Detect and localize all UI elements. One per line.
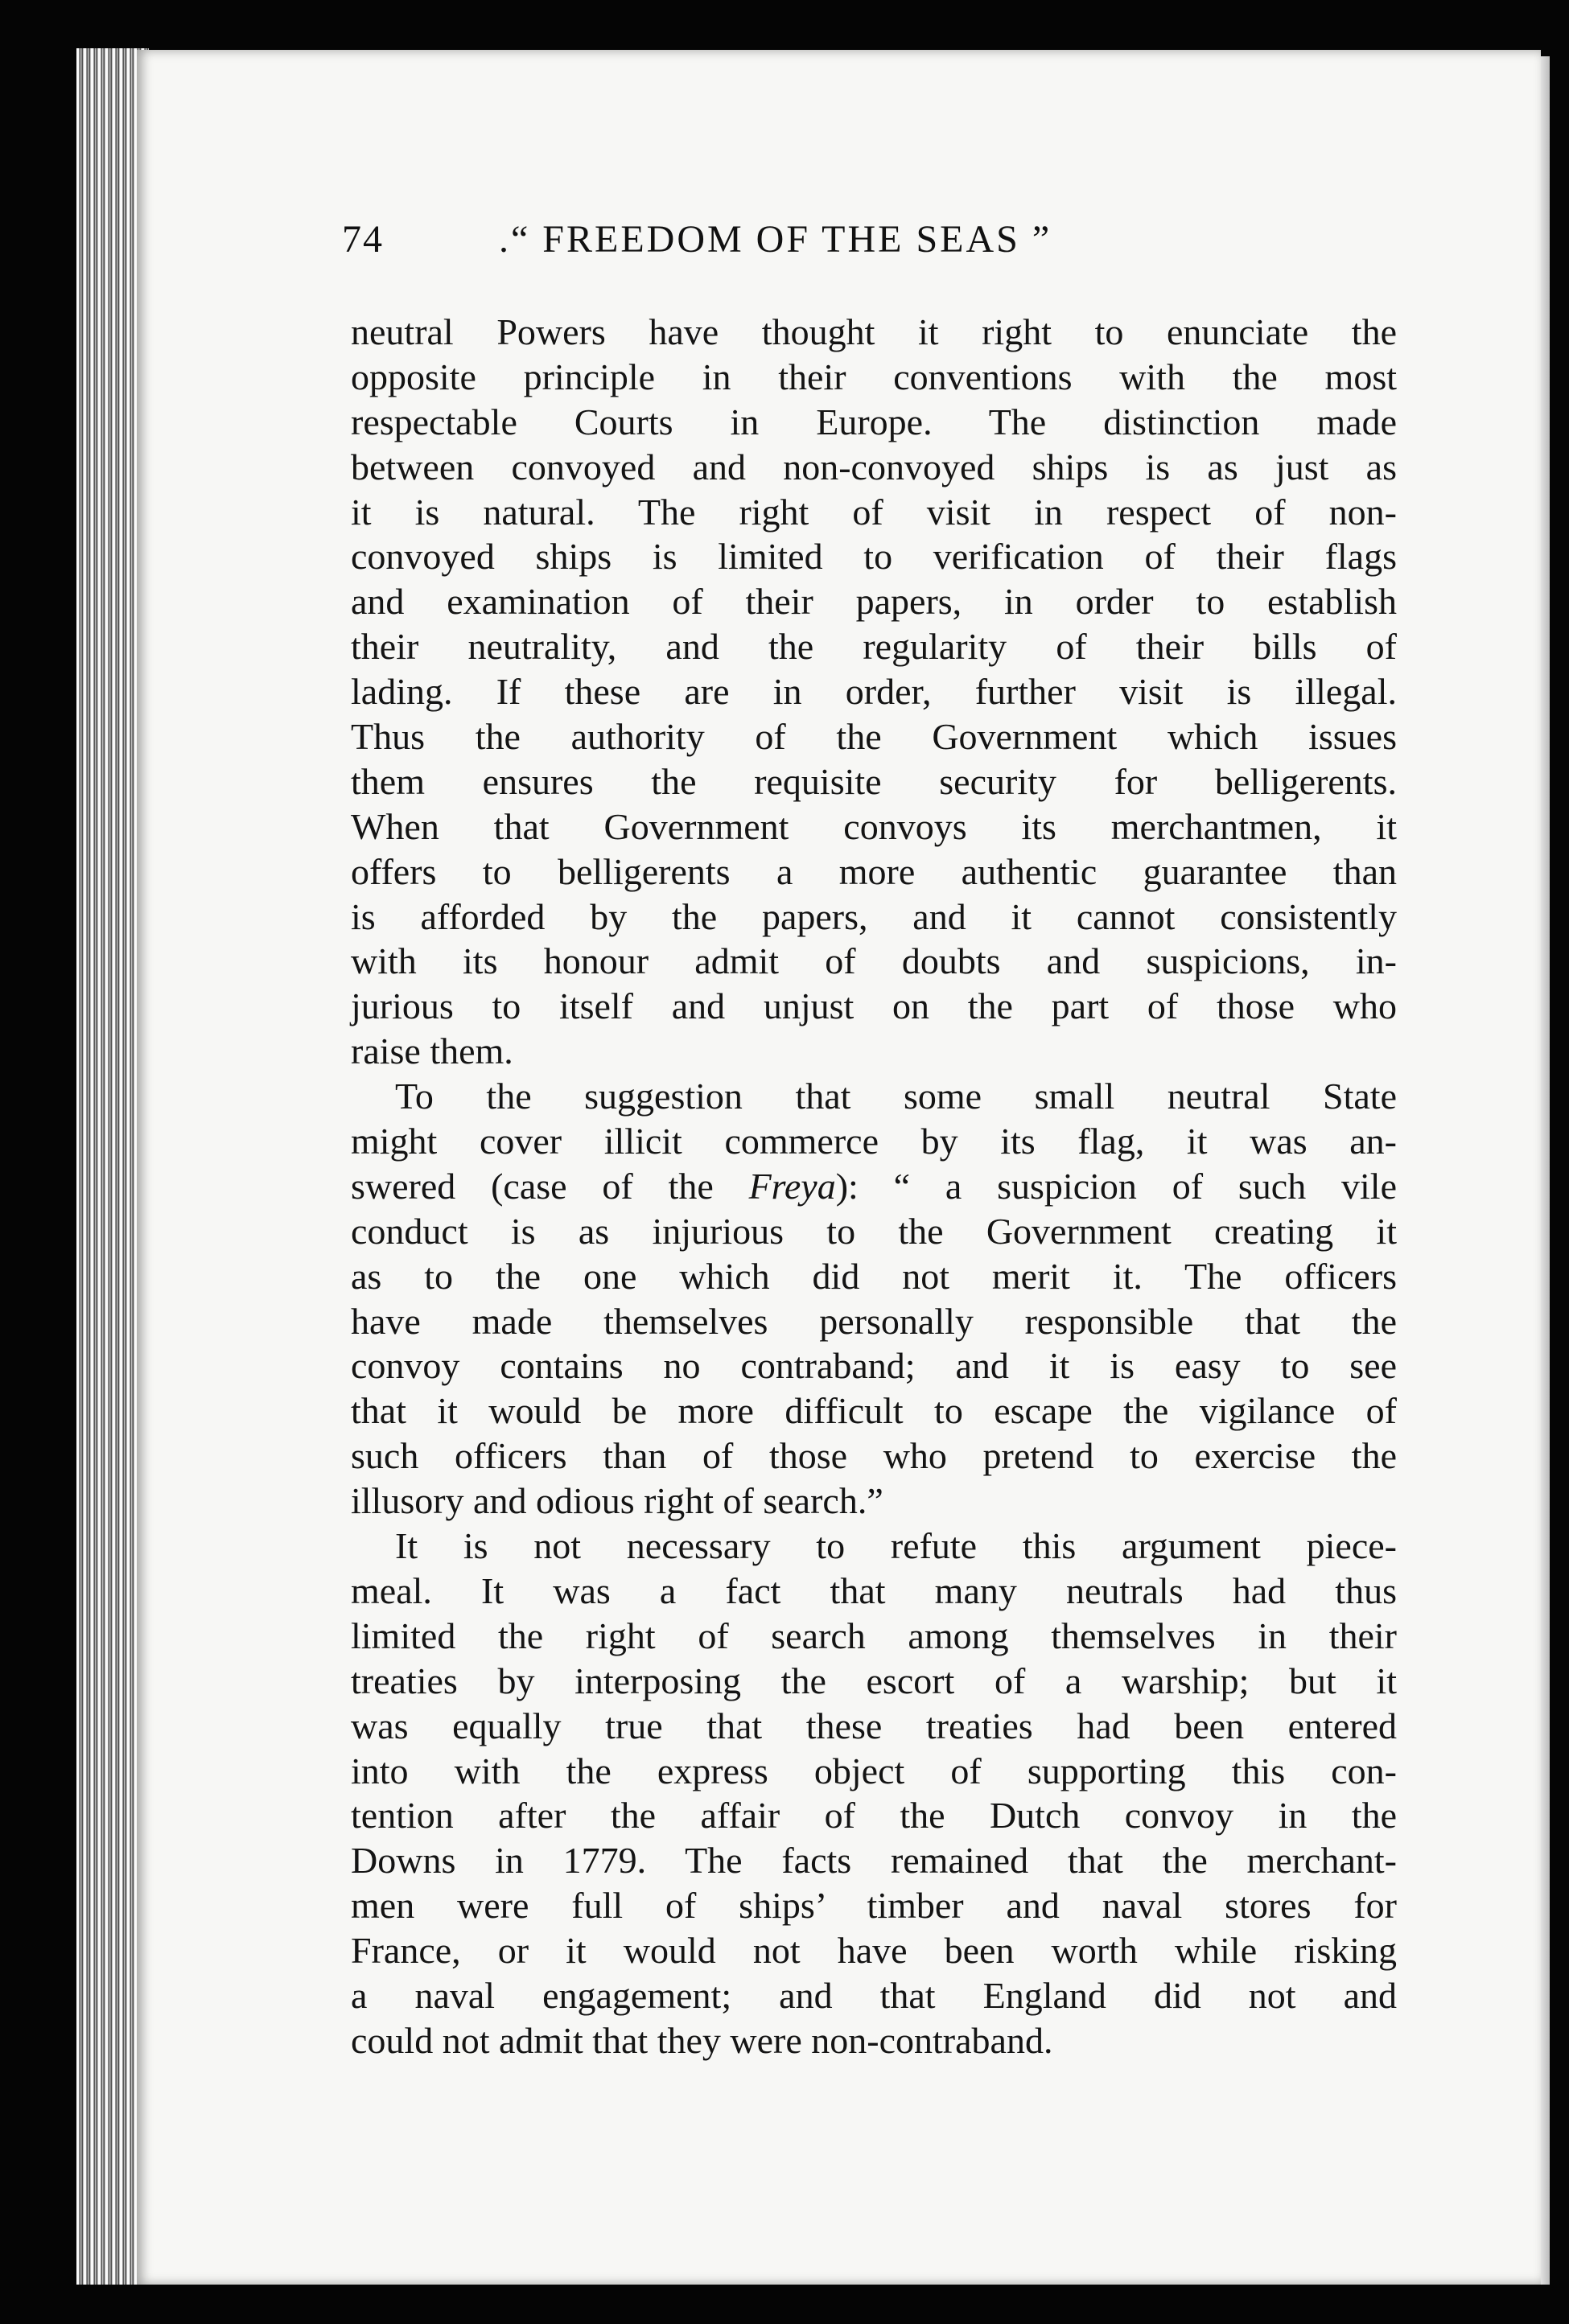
running-title: .“ FREEDOM OF THE SEAS ” (499, 218, 1052, 261)
text-line: have made themselves personally responsible that the (351, 1300, 1397, 1342)
text-line: with its honour admit of doubts and suspicions, in- (351, 940, 1397, 982)
text-line: them ensures the requisite security for belligerents. (351, 760, 1397, 802)
ship-name-italic: Freya (748, 1165, 836, 1207)
text-line: such officers than of those who pretend to exercise the (351, 1435, 1397, 1477)
text-line: that it would be more difficult to escape the vigilance of (351, 1390, 1397, 1432)
text-line: jurious to itself and unjust on the part of those who (351, 985, 1397, 1027)
text-line: their neutrality, and the regularity of their bills of (351, 626, 1397, 668)
page-header (342, 217, 1227, 274)
text-line: treaties by interposing the escort of a warship; but it (351, 1660, 1397, 1701)
text-line: neutral Powers have thought it right to enunciate the (351, 311, 1397, 352)
text-line: France, or it would not have been worth while risking (351, 1930, 1397, 1972)
text-line: Thus the authority of the Government which issues (351, 716, 1397, 758)
text-line: into with the express object of supporting this con- (351, 1750, 1397, 1791)
text-line: men were full of ships’ timber and naval stores for (351, 1885, 1397, 1927)
text-line: offers to belligerents a more authentic guarantee than (351, 850, 1397, 892)
text-line: To the suggestion that some small neutral State (395, 1076, 1397, 1117)
text-line: illusory and odious right of search.” (351, 1480, 883, 1522)
text-line: respectable Courts in Europe. The distinction made (351, 401, 1397, 442)
text-line: tention after the affair of the Dutch convoy in the (351, 1795, 1397, 1837)
text-line: a naval engagement; and that England did not and (351, 1974, 1397, 2016)
text-line: as to the one which did not merit it. The officers (351, 1255, 1397, 1297)
text-segment: swered (case of the (351, 1165, 749, 1207)
text-line: opposite principle in their conventions with the most (351, 356, 1397, 397)
text-line: was equally true that these treaties had been entered (351, 1705, 1397, 1746)
text-line: conduct is as injurious to the Government creating it (351, 1210, 1397, 1252)
text-line: Downs in 1779. The facts remained that the merchant- (351, 1840, 1397, 1882)
text-line: convoy contains no contraband; and it is easy to see (351, 1345, 1397, 1387)
text-line: could not admit that they were non-contraband. (351, 2019, 1053, 2061)
text-segment: ): “ a suspicion of such vile (835, 1165, 1398, 1207)
text-line: between convoyed and non-convoyed ships is as just as (351, 446, 1397, 487)
body-text (351, 310, 1397, 2063)
text-line: might cover illicit commerce by its flag, it was an- (351, 1121, 1397, 1162)
text-line: limited the right of search among themselves in their (351, 1614, 1397, 1656)
text-line: is afforded by the papers, and it cannot consistently (351, 895, 1397, 937)
text-line (351, 1164, 1397, 1209)
text-line: meal. It was a fact that many neutrals had thus (351, 1569, 1397, 1611)
text-line: it is natural. The right of visit in respect of non- (351, 491, 1397, 533)
text-line: raise them. (351, 1030, 513, 1072)
text-line: It is not necessary to refute this argument piece- (395, 1525, 1397, 1567)
page-number: 74 (342, 218, 384, 261)
text-line: convoyed ships is limited to verification of their flags (351, 536, 1397, 578)
text-line: lading. If these are in order, further visit is illegal. (351, 671, 1397, 713)
text-line: When that Government convoys its merchantmen, it (351, 805, 1397, 847)
text-line: and examination of their papers, in order to establish (351, 581, 1397, 623)
